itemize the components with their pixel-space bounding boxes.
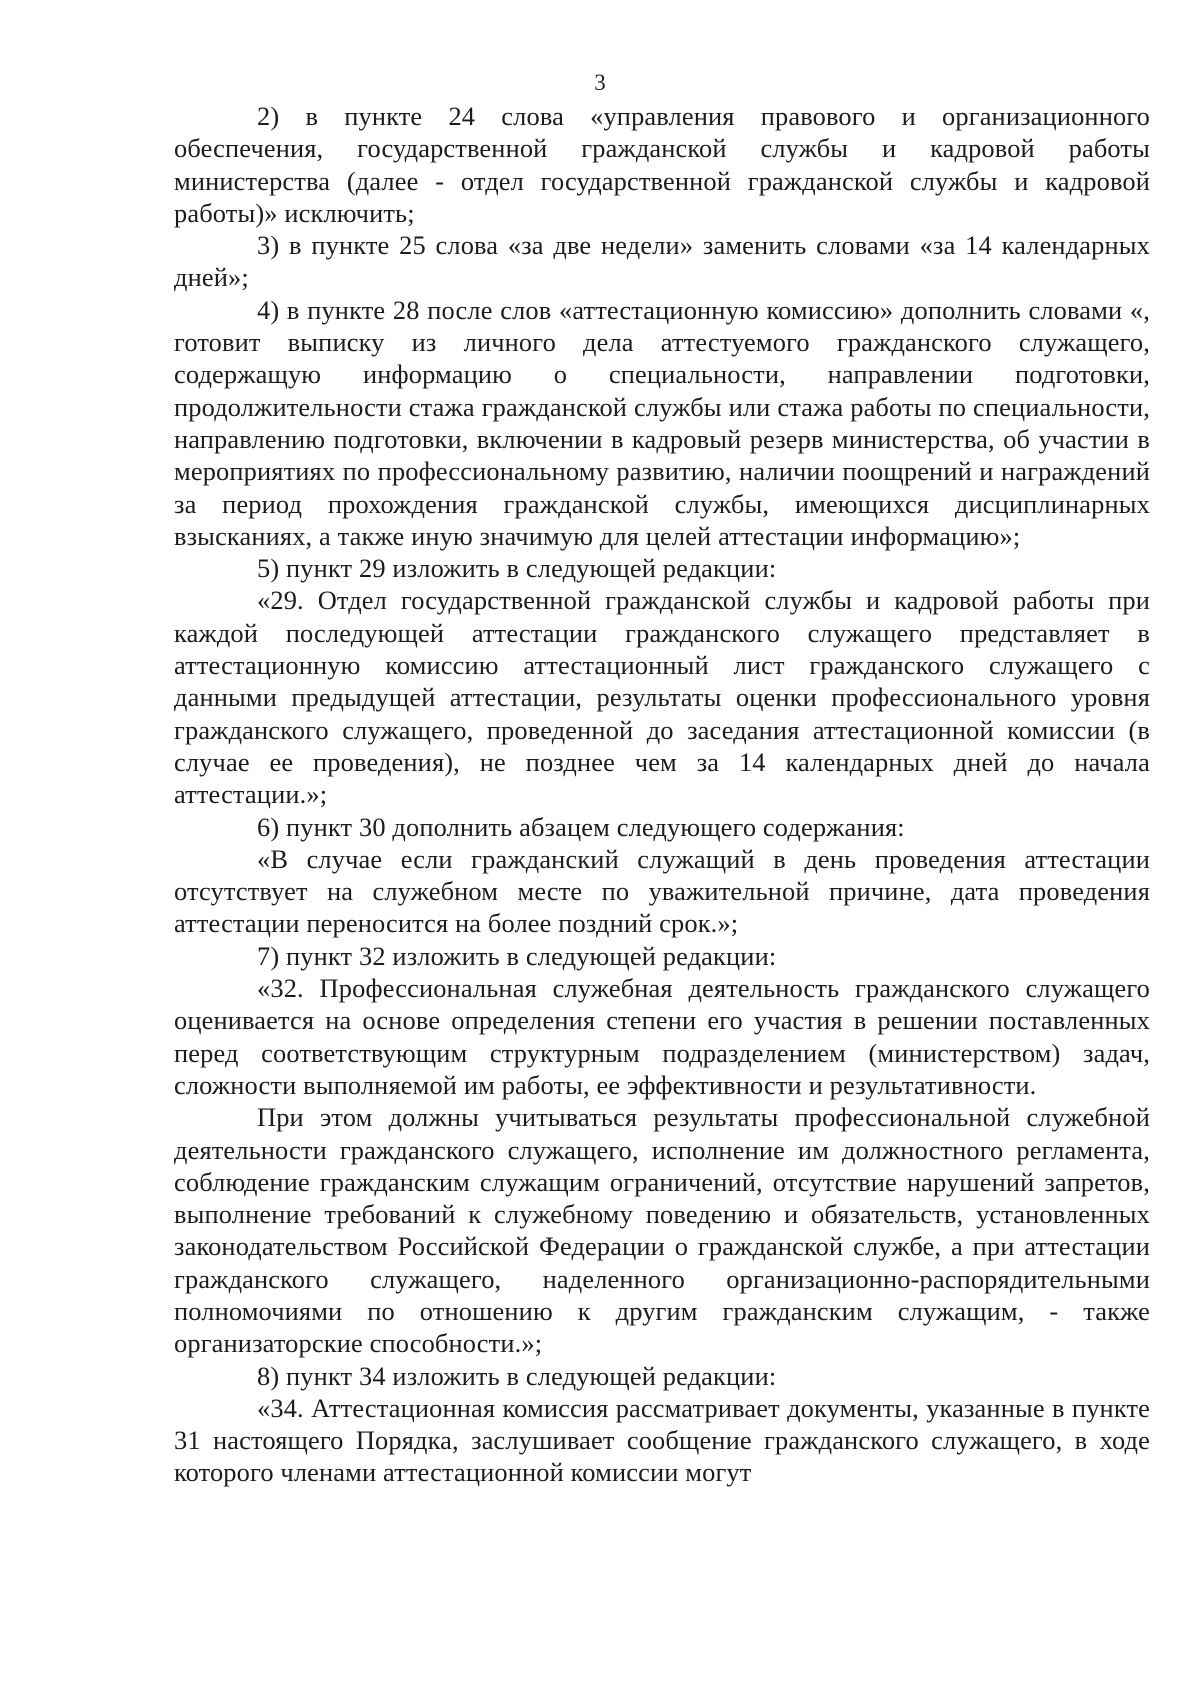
paragraph-item-7: 7) пункт 32 изложить в следующей редакции: [257, 940, 777, 971]
paragraph-item-4: 4) в пункте 28 после слов «аттестационную комиссию» дополнить словами «, готовит выписку из личного дела аттестуемого гражданского служащего, содержащую информацию о специальности, направлении подготовки, продолжительности стажа гражданской службы или стажа работы по специальности, направлению подготовки, включении в кадровый резерв министерства, об участии в мероприятиях по профессиональному развитию, наличии поощрений и награждений за период прохождения гражданской службы, имеющихся дисциплинарных взысканиях, а также иную значимую для целей аттестации информацию»; [174, 294, 1150, 551]
paragraph-item-5: 5) пункт 29 изложить в следующей редакции: [257, 553, 777, 584]
page-number: 3 [594, 70, 606, 95]
quoted-clause-30: «В случае если гражданский служащий в день проведения аттестации отсутствует на служебном месте по уважительной причине, дата проведения аттестации переносится на более поздний срок.»; [174, 843, 1150, 939]
paragraph-item-2: 2) в пункте 24 слова «управления правового и организационного обеспечения, государственной гражданской службы и кадровой работы министерства (далее - отдел государственной гражданской службы и кадровой работы)» исключить; [174, 101, 1150, 228]
quoted-clause-32: «32. Профессиональная служебная деятельность гражданского служащего оценивается на основе определения степени его участия в решении поставленных перед соответствующим структурным подразделением (министерством) задач, сложности выполняемой им работы, ее эффективности и результативности. [174, 973, 1150, 1100]
quoted-clause-32-continuation: При этом должны учитываться результаты профессиональной служебной деятельности гражданского служащего, исполнение им должностного регламента, соблюдение гражданским служащим ограничений, отсутствие нарушений запретов, выполнение требований к служебному поведению и обязательств, установленных законодательством Российской Федерации о гражданской службе, а при аттестации гражданского служащего, наделенного организационно-распорядительными полномочиями по отношению к другим гражданским служащим, - также организаторские способности.»; [174, 1102, 1150, 1359]
quoted-clause-29: «29. Отдел государственной гражданской службы и кадровой работы при каждой последующей аттестации гражданского служащего представляет в аттестационную комиссию аттестационный лист гражданского служащего с данными предыдущей аттестации, результаты оценки профессионального уровня гражданского служащего, проведенной до заседания аттестационной комиссии (в случае ее проведения), не позднее чем за 14 календарных дней до начала аттестации.»; [174, 585, 1150, 810]
paragraph-item-6: 6) пункт 30 дополнить абзацем следующего содержания: [257, 811, 905, 842]
paragraph-item-8: 8) пункт 34 изложить в следующей редакции: [257, 1360, 777, 1391]
quoted-clause-34: «34. Аттестационная комиссия рассматривает документы, указанные в пункте 31 настоящего Порядка, заслушивает сообщение гражданского служащего, в ходе которого членами аттестационной комиссии могут [174, 1392, 1150, 1488]
paragraph-item-3: 3) в пункте 25 слова «за две недели» заменить словами «за 14 календарных дней»; [174, 230, 1150, 293]
document-body [174, 100, 1150, 1489]
